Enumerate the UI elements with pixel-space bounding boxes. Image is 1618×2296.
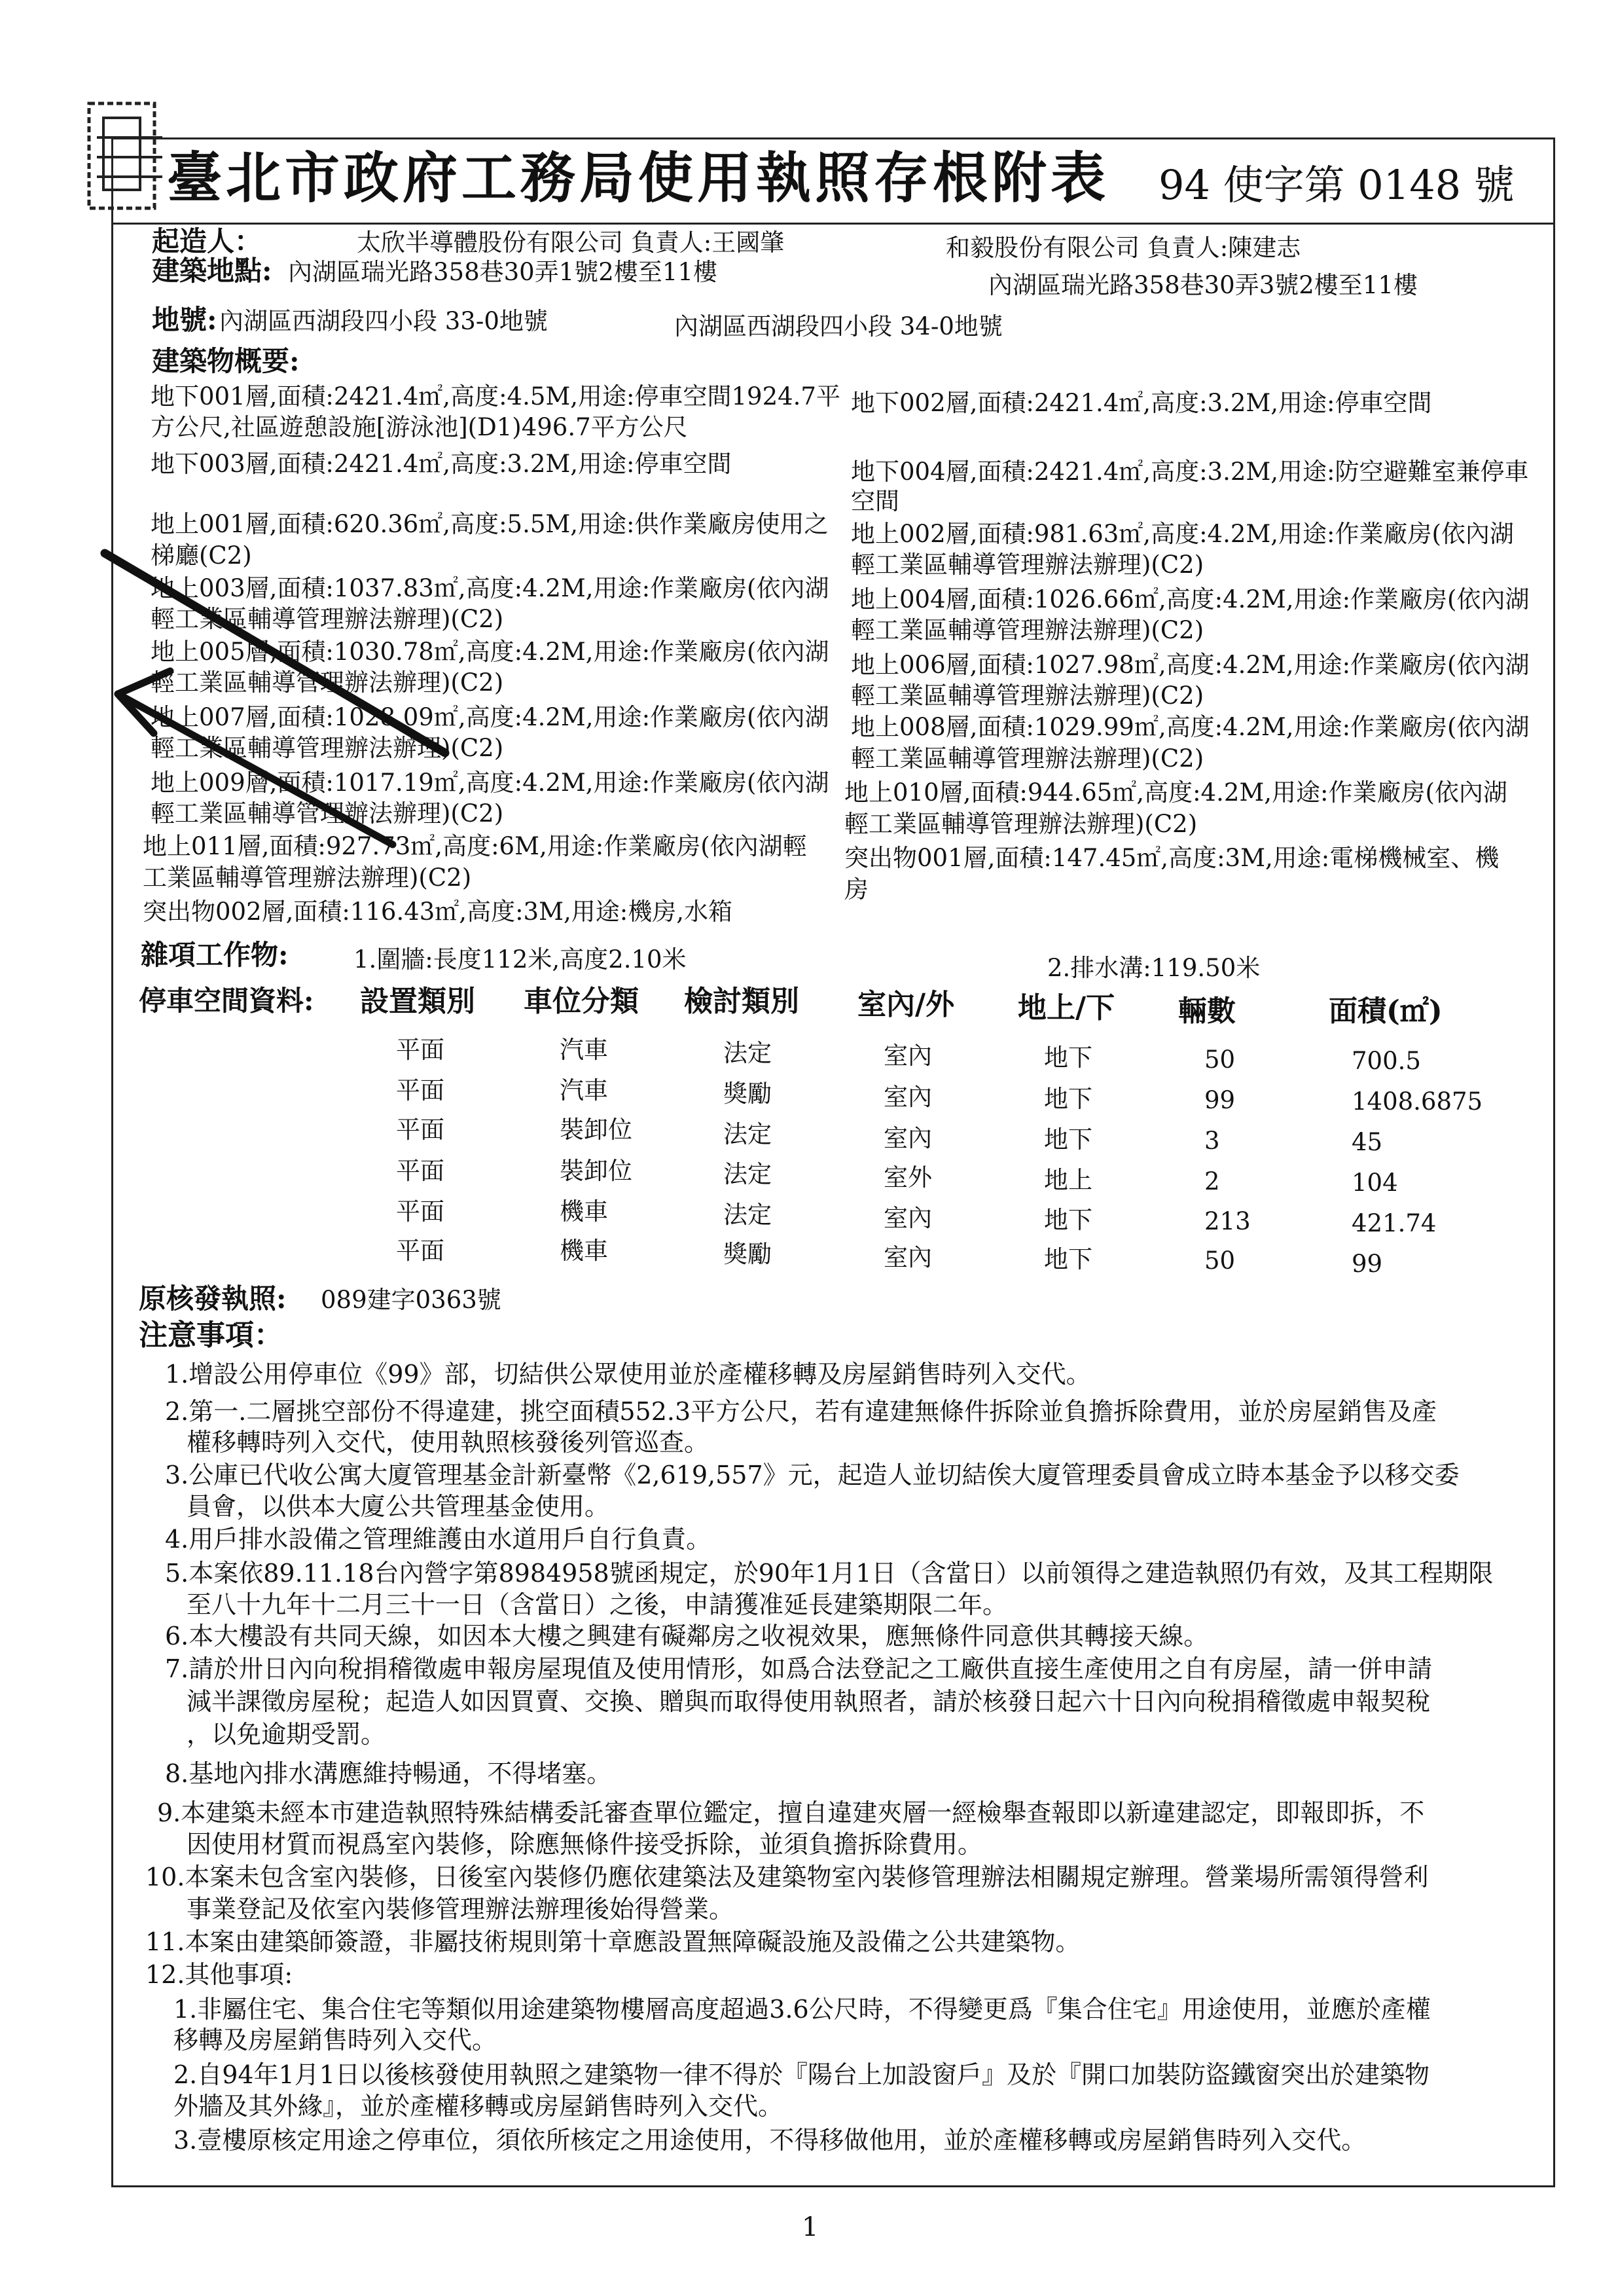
overview-right-0-line-0: 地下002層,面積:2421.4㎡,高度:3.2M,用途:停車空間: [851, 389, 1432, 417]
parking-row-1-level: 地下: [1044, 1085, 1092, 1113]
parking-row-3-count: 2: [1204, 1167, 1220, 1195]
overview-right-7-line-1: 房: [844, 875, 869, 903]
parking-row-5-count: 50: [1204, 1247, 1236, 1275]
parking-row-1-space: 汽車: [560, 1076, 608, 1104]
note-line-14: 因使用材質而視爲室內裝修，除應無條件接受拆除，並須負擔拆除費用。: [187, 1830, 983, 1859]
parking-row-1-review: 獎勵: [723, 1080, 772, 1108]
note-line-20: 移轉及房屋銷售時列入交代。: [173, 2026, 497, 2054]
misc-item-1: 1.圍牆:長度112米,高度2.10米: [353, 945, 687, 974]
lot-value-2: 內湖區西湖段四小段 34-0地號: [674, 312, 1003, 340]
parking-row-2-review: 法定: [723, 1120, 772, 1148]
note-line-15: 10.本案未包含室內裝修，日後室內裝修仍應依建築法及建築物室內裝修管理辦法相關規定辦理。營業場所需領得營利: [145, 1863, 1429, 1891]
overview-right-1-line-1: 空間: [851, 487, 899, 515]
overview-left-6-line-0: 地上009層,面積:1017.19㎡,高度:4.2M,用途:作業廠房(依內湖: [151, 769, 829, 797]
parking-row-2-count: 3: [1204, 1127, 1220, 1155]
note-line-13: 9.本建築未經本市建造執照特殊結構委託審查單位鑑定，擅自違建夾層一經檢舉查報即以新違建認定，即報即拆，不: [157, 1798, 1425, 1827]
overview-right-4-line-0: 地上006層,面積:1027.98㎡,高度:4.2M,用途:作業廠房(依內湖: [851, 651, 1530, 679]
parking-row-0-level: 地下: [1044, 1044, 1092, 1072]
note-line-16: 事業登記及依室內裝修管理辦法辦理後始得營業。: [187, 1895, 734, 1923]
page-number: 1: [802, 2212, 819, 2242]
overview-right-7-line-0: 突出物001層,面積:147.45㎡,高度:3M,用途:電梯機械室、機: [844, 844, 1500, 872]
parking-row-5-space: 機車: [560, 1237, 608, 1265]
parking-row-0-area: 700.5: [1352, 1047, 1421, 1075]
parking-row-2-space: 裝卸位: [560, 1116, 632, 1144]
overview-left-0-line-1: 方公尺,社區遊憩設施[游泳池](D1)496.7平方公尺: [151, 413, 688, 441]
builder-value-1: 太欣半導體股份有限公司 負責人:王國肇: [357, 228, 785, 257]
parking-row-1-area: 1408.6875: [1352, 1087, 1483, 1116]
parking-row-3-level: 地上: [1044, 1166, 1092, 1194]
parking-header-count: 輛數: [1178, 994, 1236, 1028]
title-divider: [111, 223, 1553, 225]
parking-row-2-level: 地下: [1044, 1125, 1092, 1154]
misc-label: 雜項工作物:: [141, 939, 289, 971]
parking-row-5-review: 獎勵: [723, 1240, 772, 1268]
note-line-7: 至八十九年十二月三十一日（含當日）之後，申請獲准延長建築期限二年。: [187, 1590, 1008, 1619]
overview-right-1-line-0: 地下004層,面積:2421.4㎡,高度:3.2M,用途:防空避難室兼停車: [851, 458, 1529, 486]
parking-row-4-level: 地下: [1044, 1206, 1092, 1234]
parking-row-1-indoor: 室內: [884, 1083, 932, 1111]
parking-row-2-area: 45: [1352, 1128, 1383, 1156]
parking-row-3-area: 104: [1352, 1169, 1398, 1197]
parking-row-4-space: 機車: [560, 1197, 608, 1226]
parking-row-2-setting: 平面: [396, 1116, 444, 1144]
parking-row-3-space: 裝卸位: [560, 1157, 632, 1185]
parking-row-4-area: 421.74: [1352, 1209, 1437, 1237]
parking-header-area: 面積(㎡): [1329, 994, 1443, 1028]
parking-row-5-indoor: 室內: [884, 1243, 932, 1271]
parking-row-3-review: 法定: [723, 1160, 772, 1188]
parking-row-5-setting: 平面: [396, 1237, 444, 1265]
overview-left-6-line-1: 輕工業區輔導管理辦法辦理)(C2): [151, 799, 504, 828]
document-title: 臺北市政府工務局使用執照存根附表: [167, 145, 1110, 210]
overview-right-2-line-1: 輕工業區輔導管理辦法辦理)(C2): [851, 551, 1204, 579]
builder-label: 起造人：: [152, 225, 262, 257]
permit-number: 94 使字第 0148 號: [1159, 161, 1515, 209]
overview-right-6-line-0: 地上010層,面積:944.65㎡,高度:4.2M,用途:作業廠房(依內湖: [844, 778, 1507, 807]
overview-left-1-line-0: 地下003層,面積:2421.4㎡,高度:3.2M,用途:停車空間: [151, 450, 732, 478]
original-license-label: 原核發執照:: [139, 1283, 287, 1315]
overview-left-7-line-0: 地上011層,面積:927.73㎡,高度:6M,用途:作業廠房(依內湖輕: [143, 832, 807, 860]
note-line-0: 1.增設公用停車位《99》部，切結供公眾使用並於產權移轉及房屋銷售時列入交代。: [165, 1360, 1091, 1389]
lot-label: 地號:: [152, 304, 217, 336]
overview-left-5-line-1: 輕工業區輔導管理辦法辦理)(C2): [151, 734, 504, 762]
note-line-21: 2.自94年1月1日以後核發使用執照之建築物一律不得於『陽台上加設窗戶』及於『開口加裝防盜鐵窗突出於建築物: [173, 2060, 1429, 2089]
parking-row-4-count: 213: [1204, 1207, 1251, 1235]
lot-value-1: 內湖區西湖段四小段 33-0地號: [219, 307, 548, 335]
parking-row-4-indoor: 室內: [884, 1204, 932, 1232]
overview-left-0-line-0: 地下001層,面積:2421.4㎡,高度:4.5M,用途:停車空間1924.7平: [151, 382, 840, 410]
overview-right-6-line-1: 輕工業區輔導管理辦法辦理)(C2): [844, 810, 1198, 838]
note-line-12: 8.基地內排水溝應維持暢通，不得堵塞。: [165, 1759, 612, 1788]
note-line-18: 12.其他事項:: [145, 1960, 293, 1989]
note-line-9: 7.請於卅日內向稅捐稽徵處申報房屋現值及使用情形，如爲合法登記之工廠供直接生產使用之自有房屋，請一併申請: [165, 1654, 1433, 1683]
overview-left-3-line-1: 輕工業區輔導管理辦法辦理)(C2): [151, 605, 504, 633]
site-label: 建築地點:: [152, 255, 272, 287]
notes-label: 注意事項：: [139, 1319, 283, 1352]
note-line-3: 3.公庫已代收公寓大廈管理基金計新臺幣《2,619,557》元，起造人並切結俟大廈管理委員會成立時本基金予以移交委: [165, 1461, 1460, 1489]
overview-left-5-line-0: 地上007層,面積:1028.09㎡,高度:4.2M,用途:作業廠房(依內湖: [151, 703, 829, 731]
parking-row-4-review: 法定: [723, 1201, 772, 1229]
overview-left-4-line-1: 輕工業區輔導管理辦法辦理)(C2): [151, 668, 504, 697]
parking-header-review-type: 檢討類別: [684, 985, 799, 1018]
parking-row-5-level: 地下: [1044, 1245, 1092, 1273]
parking-row-4-setting: 平面: [396, 1197, 444, 1226]
parking-header-setting-type: 設置類別: [360, 985, 475, 1018]
overview-right-3-line-1: 輕工業區輔導管理辦法辦理)(C2): [851, 616, 1204, 644]
note-line-5: 4.用戶排水設備之管理維護由水道用戶自行負責。: [165, 1525, 711, 1554]
site-value-2: 內湖區瑞光路358巷30弄3號2樓至11樓: [988, 271, 1418, 299]
parking-row-3-indoor: 室外: [884, 1163, 932, 1192]
site-value-1: 內湖區瑞光路358巷30弄1號2樓至11樓: [288, 258, 717, 286]
overview-left-3-line-0: 地上003層,面積:1037.83㎡,高度:4.2M,用途:作業廠房(依內湖: [151, 574, 829, 602]
parking-header-indoor-outdoor: 室內/外: [857, 988, 955, 1021]
overview-left-2-line-1: 梯廳(C2): [151, 541, 252, 570]
overview-right-5-line-0: 地上008層,面積:1029.99㎡,高度:4.2M,用途:作業廠房(依內湖: [851, 713, 1530, 741]
overview-right-2-line-0: 地上002層,面積:981.63㎡,高度:4.2M,用途:作業廠房(依內湖: [851, 520, 1514, 548]
overview-right-5-line-1: 輕工業區輔導管理辦法辦理)(C2): [851, 744, 1204, 773]
note-line-2: 權移轉時列入交代，使用執照核發後列管巡查。: [187, 1428, 710, 1457]
overview-left-4-line-0: 地上005層,面積:1030.78㎡,高度:4.2M,用途:作業廠房(依內湖: [151, 638, 829, 666]
note-line-23: 3.壹樓原核定用途之停車位，須依所核定之用途使用，不得移做他用，並於產權移轉或房屋銷售時列入交代。: [173, 2126, 1367, 2155]
overview-label: 建築物概要:: [152, 345, 300, 377]
parking-row-0-count: 50: [1204, 1046, 1236, 1074]
note-line-19: 1.非屬住宅、集合住宅等類似用途建築物樓層高度超過3.6公尺時，不得變更爲『集合住宅』用途使用，並應於產權: [173, 1995, 1431, 2024]
parking-row-0-setting: 平面: [396, 1036, 444, 1064]
overview-right-4-line-1: 輕工業區輔導管理辦法辦理)(C2): [851, 682, 1204, 710]
parking-header-above-below: 地上/下: [1018, 991, 1115, 1025]
overview-right-3-line-0: 地上004層,面積:1026.66㎡,高度:4.2M,用途:作業廠房(依內湖: [851, 585, 1530, 613]
note-line-4: 員會，以供本大廈公共管理基金使用。: [187, 1492, 610, 1521]
note-line-6: 5.本案依89.11.18台內營字第8984958號函規定，於90年1月1日（含當日）以前領得之建造執照仍有效，及其工程期限: [165, 1559, 1494, 1588]
note-line-10: 減半課徵房屋稅；起造人如因買賣、交換、贈與而取得使用執照者，請於核發日起六十日內向稅捐稽徵處申報契稅: [187, 1687, 1431, 1716]
note-line-1: 2.第一.二層挑空部份不得違建，挑空面積552.3平方公尺，若有違建無條件拆除並負擔拆除費用，並於房屋銷售及產: [165, 1397, 1437, 1426]
builder-value-2: 和毅股份有限公司 負責人:陳建志: [946, 234, 1301, 262]
note-line-8: 6.本大樓設有共同天線，如因本大樓之興建有礙鄰房之收視效果，應無條件同意供其轉接天線。: [165, 1622, 1209, 1650]
parking-label: 停車空間資料:: [139, 985, 314, 1017]
misc-item-2: 2.排水溝:119.50米: [1047, 954, 1261, 982]
overview-left-2-line-0: 地上001層,面積:620.36㎡,高度:5.5M,用途:供作業廠房使用之: [151, 510, 829, 538]
overview-left-8-line-0: 突出物002層,面積:116.43㎡,高度:3M,用途:機房,水箱: [143, 898, 732, 926]
original-license-value: 089建字0363號: [321, 1286, 501, 1314]
parking-row-0-review: 法定: [723, 1039, 772, 1067]
parking-row-1-setting: 平面: [396, 1076, 444, 1104]
parking-row-0-indoor: 室內: [884, 1042, 932, 1070]
parking-row-5-area: 99: [1352, 1250, 1383, 1278]
note-line-11: ，以免逾期受罰。: [187, 1720, 386, 1749]
note-line-17: 11.本案由建築師簽證，非屬技術規則第十章應設置無障礙設施及設備之公共建築物。: [145, 1927, 1081, 1956]
parking-row-2-indoor: 室內: [884, 1124, 932, 1152]
overview-left-7-line-1: 工業區輔導管理辦法辦理)(C2): [143, 864, 472, 892]
parking-row-0-space: 汽車: [560, 1036, 608, 1064]
parking-row-1-count: 99: [1204, 1086, 1236, 1114]
parking-row-3-setting: 平面: [396, 1157, 444, 1185]
parking-header-space-type: 車位分類: [524, 985, 639, 1018]
note-line-22: 外牆及其外緣』，並於產權移轉或房屋銷售時列入交代。: [173, 2092, 783, 2121]
